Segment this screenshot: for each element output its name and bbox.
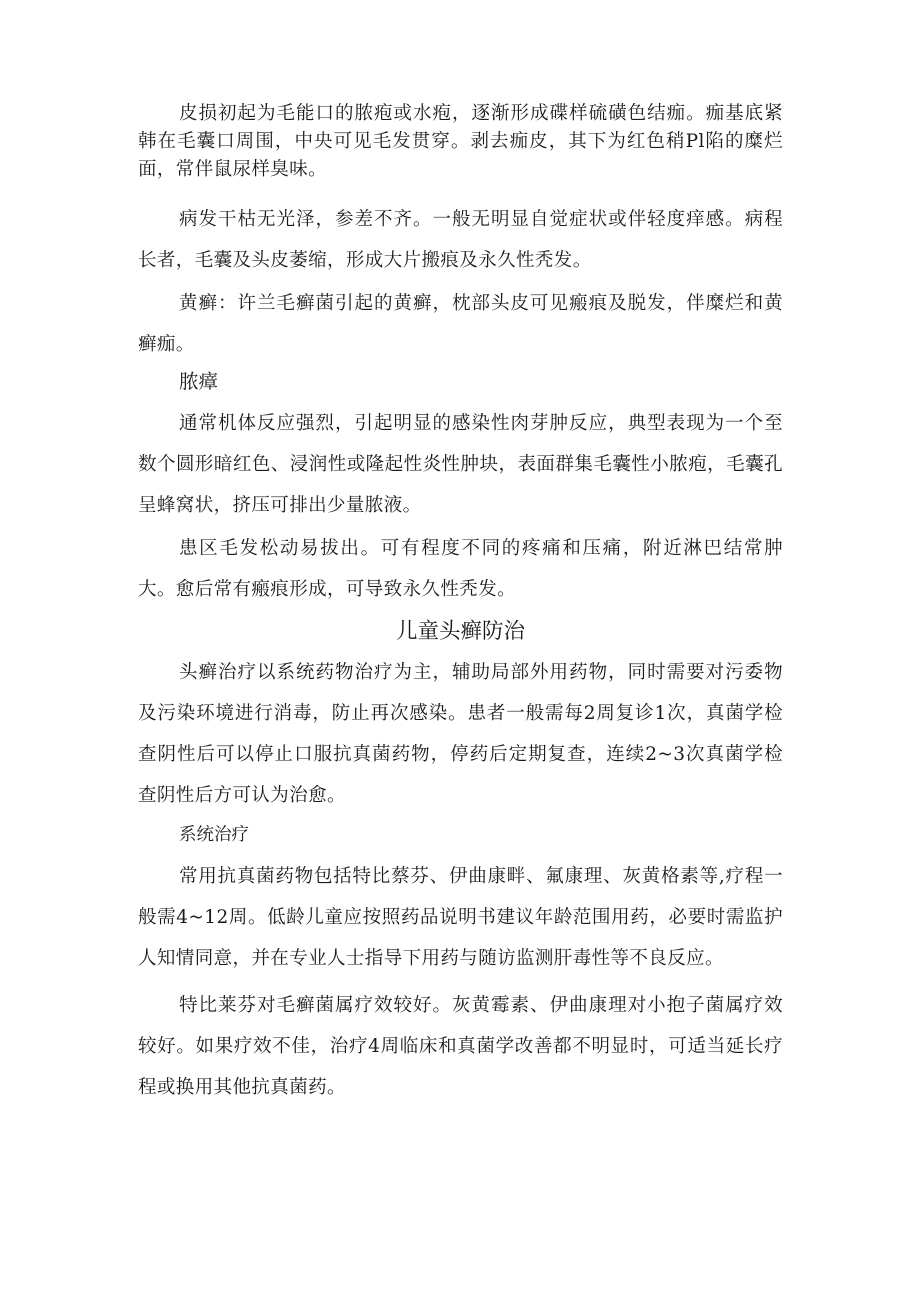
document-page	[138, 100, 783, 1108]
paragraph-kerion-reaction: 通常机体反应强烈，引起明显的感染性肉芽肿反应，典型表现为一个至数个圆形暗红色、浸润性或隆起性炎性肿块，表面群集毛囊性小脓疱，毛囊孔呈蜂窝状，挤压可排出少量脓液。	[138, 413, 783, 516]
heading-systemic-therapy: 系统治疗	[179, 825, 249, 845]
section-title-children-tinea: 儿童头癣防治	[395, 619, 525, 644]
paragraph-lesion-description: 皮损初起为毛能口的脓疱或水疱，逐渐形成碟样硫磺色结痂。痂基底紧韩在毛囊口周围，中央可见毛发贯穿。剥去痂皮，其下为红色稍Pl陷的糜烂面，常伴鼠尿样臭味。	[138, 103, 783, 180]
paragraph-treatment-overview: 头癣治疗以系统药物治疗为主，辅助局部外用药物，同时需要对污委物及污染环境进行消毒，防止再次感染。患者一般需每2周复诊1次，真菌学检查阴性后可以停止口服抗真菌药物，停药后定期复查，连续2~3次真菌学检查阴性后方可认为治愈。	[138, 662, 783, 806]
paragraph-hair-description: 病发干枯无光泽，参差不齐。一般无明显自觉症状或伴轻度痒感。病程长者，毛囊及头皮萎缩，形成大片搬痕及永久性秃发。	[138, 209, 783, 271]
paragraph-favus: 黄癣：许兰毛癣菌引起的黄癣，枕部头皮可见瘢痕及脱发，伴糜烂和黄癣痂。	[138, 293, 783, 355]
paragraph-drug-efficacy: 特比莱芬对毛癣菌属疗效较好。灰黄霉素、伊曲康理对小抱子菌属疗效较好。如果疗效不佳，治疗4周临床和真菌学改善都不明显时，可适当延长疗程或换用其他抗真菌药。	[138, 995, 783, 1098]
paragraph-kerion-hair: 患区毛发松动易拔出。可有程度不同的疼痛和压痛，附近淋巴结常肿大。愈后常有瘢痕形成，可导致永久性秃发。	[138, 538, 783, 600]
heading-kerion: 脓瘴	[179, 370, 219, 393]
paragraph-antifungal-drugs: 常用抗真菌药物包括特比蔡芬、伊曲康畔、氟康理、灰黄格素等,疗程一般需4~12周。低龄儿童应按照药品说明书建议年龄范围用药，必要时需监护人知情同意，并在专业人士指导下用药与随访监测肝毒性等不良反应。	[138, 866, 783, 969]
